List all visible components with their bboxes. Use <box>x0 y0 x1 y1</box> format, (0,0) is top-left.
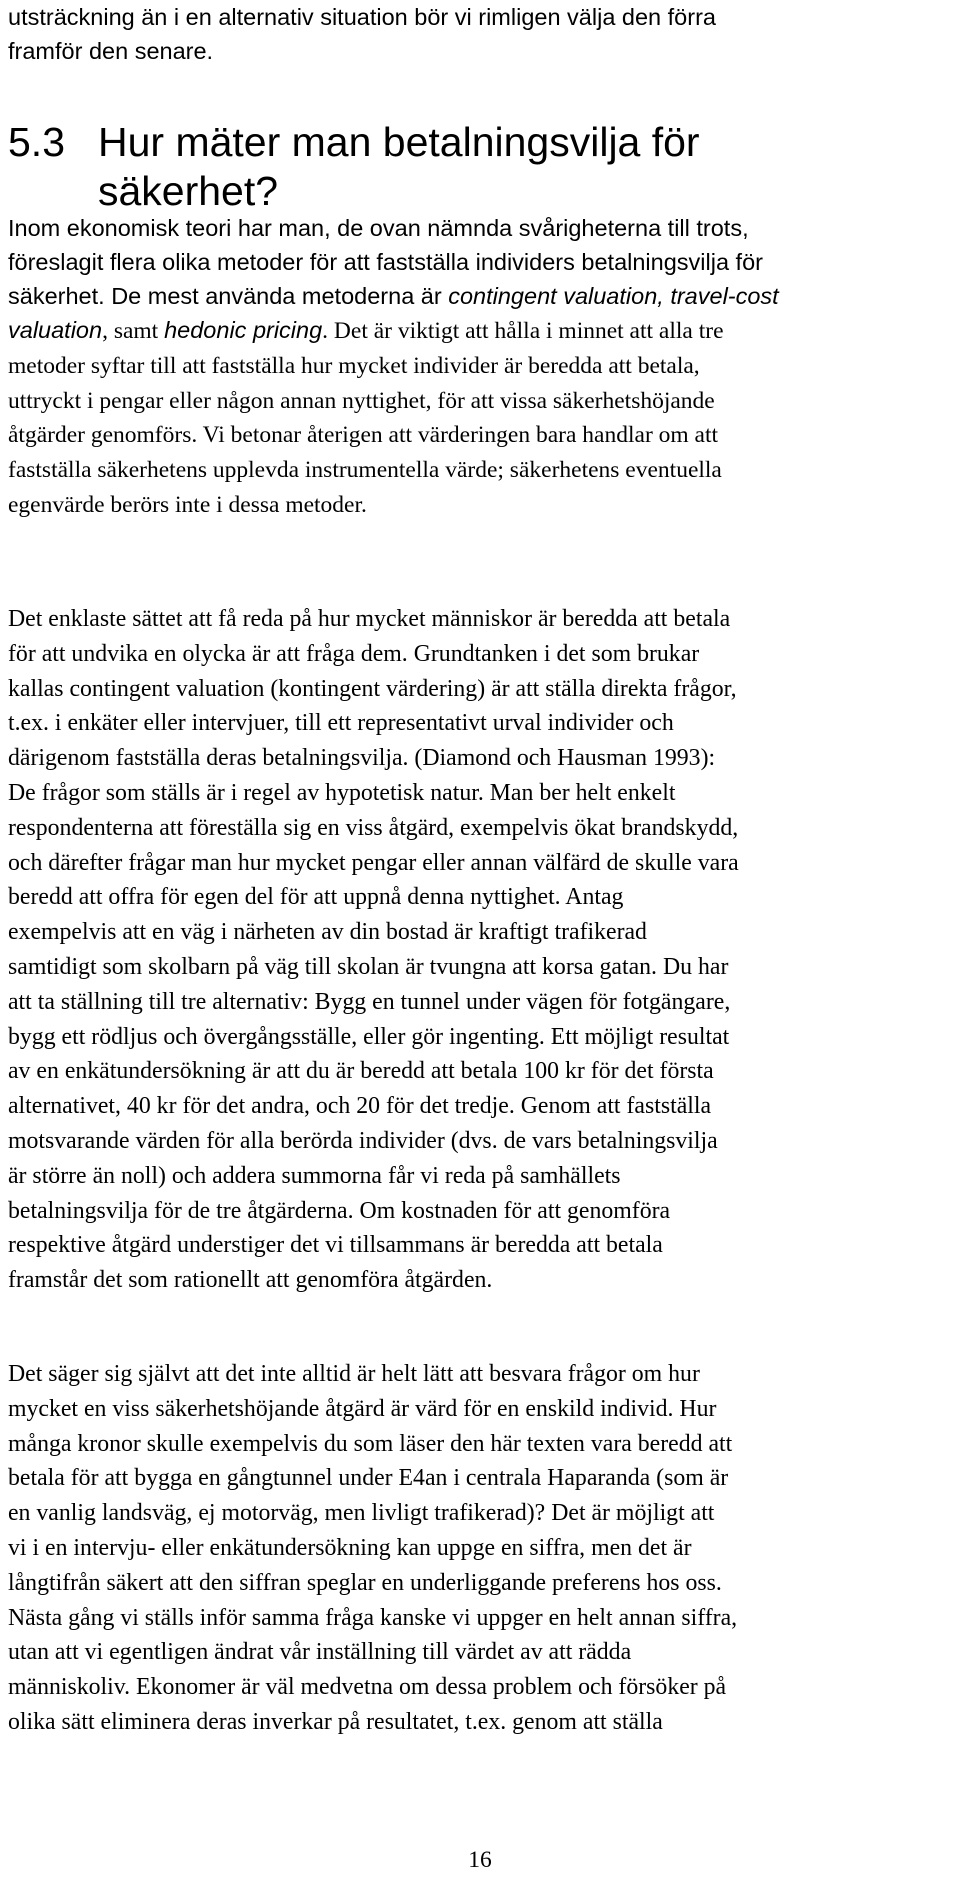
text-line: Det säger sig självt att det inte alltid är helt lätt att besvara frågor om hur <box>8 1361 700 1387</box>
text-line: mycket en viss säkerhetshöjande åtgärd är värd för en enskild individ. Hur <box>8 1395 717 1422</box>
text-line: Inom ekonomisk teori har man, de ovan nämnda svårigheterna till trots, <box>8 215 749 241</box>
text-line: motsvarande värden för alla berörda individer (dvs. de vars betalningsvilja <box>8 1127 718 1154</box>
text-line: framstår det som rationellt att genomföra åtgärden. <box>8 1267 493 1294</box>
paragraph-contingent-valuation <box>8 602 739 1298</box>
text-line: är större än noll) och addera summorna får vi reda på samhällets <box>8 1162 621 1189</box>
text-line: betalningsvilja för de tre åtgärderna. Om kostnaden för att genomföra <box>8 1197 671 1224</box>
text-segment: , samt <box>102 318 165 344</box>
text-line: olika sätt eliminera deras inverkar på resultatet, t.ex. genom att ställa <box>8 1708 663 1735</box>
text-line: exempelvis att en väg i närheten av din bostad är kraftigt trafikerad <box>8 919 647 946</box>
text-segment: säkerhet. De mest använda metoderna är <box>8 283 449 309</box>
paragraph-difficulties <box>8 1357 737 1740</box>
text-line: samtidigt som skolbarn på väg till skolan är tvungna att korsa gatan. Du har <box>8 953 729 980</box>
text-line: beredd att offra för egen del för att uppnå denna nyttighet. Antag <box>8 884 624 911</box>
text-line: t.ex. i enkäter eller intervjuer, till ett representativt urval individer och <box>8 710 674 737</box>
text-line <box>8 279 779 313</box>
text-segment: . Det är viktigt att hålla i minnet att alla tre <box>322 318 724 344</box>
text-line: utsträckning än i en alternativ situation bör vi rimligen välja den förra <box>8 4 716 30</box>
text-line: egenvärde berörs inte i dessa metoder. <box>8 491 367 518</box>
text-line: metoder syftar till att fastställa hur mycket individer är beredda att betala, <box>8 352 700 379</box>
text-line: De frågor som ställs är i regel av hypotetisk natur. Man ber helt enkelt <box>8 779 676 806</box>
paragraph-methods <box>8 211 779 523</box>
text-line: uttryckt i pengar eller någon annan nyttighet, för att vissa säkerhetshöjande <box>8 387 715 414</box>
text-line: och därefter frågar man hur mycket pengar eller annan välfärd de skulle vara <box>8 849 739 876</box>
text-line: för att undvika en olycka är att fråga dem. Grundtanken i det som brukar <box>8 640 700 667</box>
text-line <box>8 313 779 349</box>
text-line: Det enklaste sättet att få reda på hur mycket människor är beredda att betala <box>8 606 731 632</box>
text-line: av en enkätundersökning är att du är beredd att betala 100 kr för det första <box>8 1058 714 1085</box>
italic-term: hedonic pricing <box>164 317 323 343</box>
text-line: många kronor skulle exempelvis du som läser den här texten vara beredd att <box>8 1430 733 1457</box>
page-number: 16 <box>468 1847 492 1873</box>
section-title-line2: säkerhet? <box>98 168 279 214</box>
section-heading <box>8 118 948 216</box>
text-line: bygg ett rödljus och övergångsställe, eller gör ingenting. Ett möjligt resultat <box>8 1023 730 1050</box>
text-line: vi i en intervju- eller enkätundersökning kan uppge en siffra, men det är <box>8 1534 692 1561</box>
section-title-line1: Hur mäter man betalningsvilja för <box>98 119 700 165</box>
section-number: 5.3 <box>8 119 65 165</box>
text-line: utan att vi egentligen ändrat vår inställning till värdet av att rädda <box>8 1639 632 1666</box>
text-line: därigenom fastställa deras betalningsvilja. (Diamond och Hausman 1993): <box>8 745 716 772</box>
italic-term: contingent valuation, travel-cost <box>448 283 779 309</box>
text-line: åtgärder genomförs. Vi betonar återigen att värderingen bara handlar om att <box>8 422 719 449</box>
italic-term: valuation <box>8 317 103 343</box>
text-line: betala för att bygga en gångtunnel under E4an i centrala Haparanda (som är <box>8 1465 729 1492</box>
text-line: framför den senare. <box>8 38 214 64</box>
text-line: långtifrån säkert att den siffran speglar en underliggande preferens hos oss. <box>8 1569 722 1596</box>
text-line: Nästa gång vi ställs inför samma fråga kanske vi uppger en helt annan siffra, <box>8 1604 738 1631</box>
text-line: alternativet, 40 kr för det andra, och 20 för det tredje. Genom att fastställa <box>8 1093 712 1120</box>
text-line: föreslagit flera olika metoder för att fastställa individers betalningsvilja för <box>8 249 763 275</box>
text-line: respondenterna att föreställa sig en viss åtgärd, exempelvis ökat brandskydd, <box>8 814 739 841</box>
text-line: kallas contingent valuation (kontingent värdering) är att ställa direkta frågor, <box>8 675 737 702</box>
text-line: en vanlig landsväg, ej motorväg, men livligt trafikerad)? Det är möjligt att <box>8 1500 715 1527</box>
intro-paragraph <box>8 0 716 68</box>
text-line: att ta ställning till tre alternativ: Bygg en tunnel under vägen för fotgängare, <box>8 988 731 1015</box>
text-line: människoliv. Ekonomer är väl medvetna om dessa problem och försöker på <box>8 1674 727 1701</box>
text-line: fastställa säkerhetens upplevda instrumentella värde; säkerhetens eventuella <box>8 457 722 484</box>
text-line: respektive åtgärd understiger det vi tillsammans är beredda att betala <box>8 1232 663 1259</box>
